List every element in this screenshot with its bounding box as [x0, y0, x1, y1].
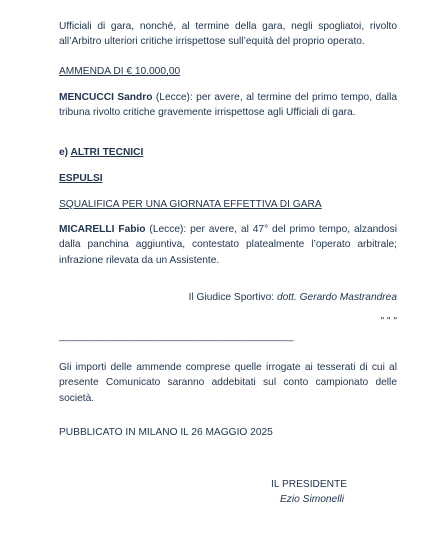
fees-paragraph: Gli importi delle ammende comprese quelle irrogate ai tesserati di cui al presente Comunicato saranno addebitati sul conto campionato delle società.	[59, 362, 397, 404]
mencucci-text: (Lecce): per avere, al termine del primo tempo, dalla tribuna rivolto critiche gravemente irrispettose agli Ufficiali di gara.	[59, 92, 397, 119]
president-title: IL PRESIDENTE	[271, 479, 348, 490]
section-e-title: ALTRI TECNICI	[70, 147, 144, 158]
published-line: PUBBLICATO IN MILANO IL 26 MAGGIO 2025	[59, 427, 273, 438]
suspension-heading-text: SQUALIFICA PER UNA GIORNATA EFFETTIVA DI GARA	[59, 199, 322, 210]
judge-label: Il Giudice Sportivo:	[188, 292, 277, 303]
micarelli-text: (Lecce): per avere, al 47° del primo tempo, alzandosi dalla panchina aggiuntiva, contestato platealmente l’operato arbitrale; infrazione rilevata da un Assistente.	[59, 224, 397, 266]
separator-line: ________________________________________	[59, 331, 294, 342]
section-e-heading	[59, 145, 397, 160]
fine-heading	[59, 64, 397, 79]
judge-name: dott. Gerardo Mastrandrea	[276, 292, 397, 303]
espulsi-text: ESPULSI	[59, 173, 103, 184]
micarelli-sanction	[59, 222, 397, 268]
quote-marks: " " "	[380, 316, 397, 327]
section-e-prefix: e)	[59, 147, 71, 158]
mencucci-sanction	[59, 90, 397, 121]
judge-signature	[59, 290, 397, 305]
fine-heading-text: AMMENDA DI € 10.000,00	[59, 66, 181, 77]
mencucci-name: MENCUCCI Sandro	[59, 92, 153, 103]
micarelli-name: MICARELLI Fabio	[59, 224, 146, 235]
suspension-heading	[59, 197, 397, 212]
president-name: Ezio Simonelli	[280, 494, 344, 505]
espulsi-heading	[59, 171, 397, 186]
paragraph-officials-tail: Ufficiali di gara, nonché, al termine della gara, negli spogliatoi, rivolto all’Arbitro ulteriori critiche irrispettose sull’equità del proprio operato.	[59, 21, 397, 48]
